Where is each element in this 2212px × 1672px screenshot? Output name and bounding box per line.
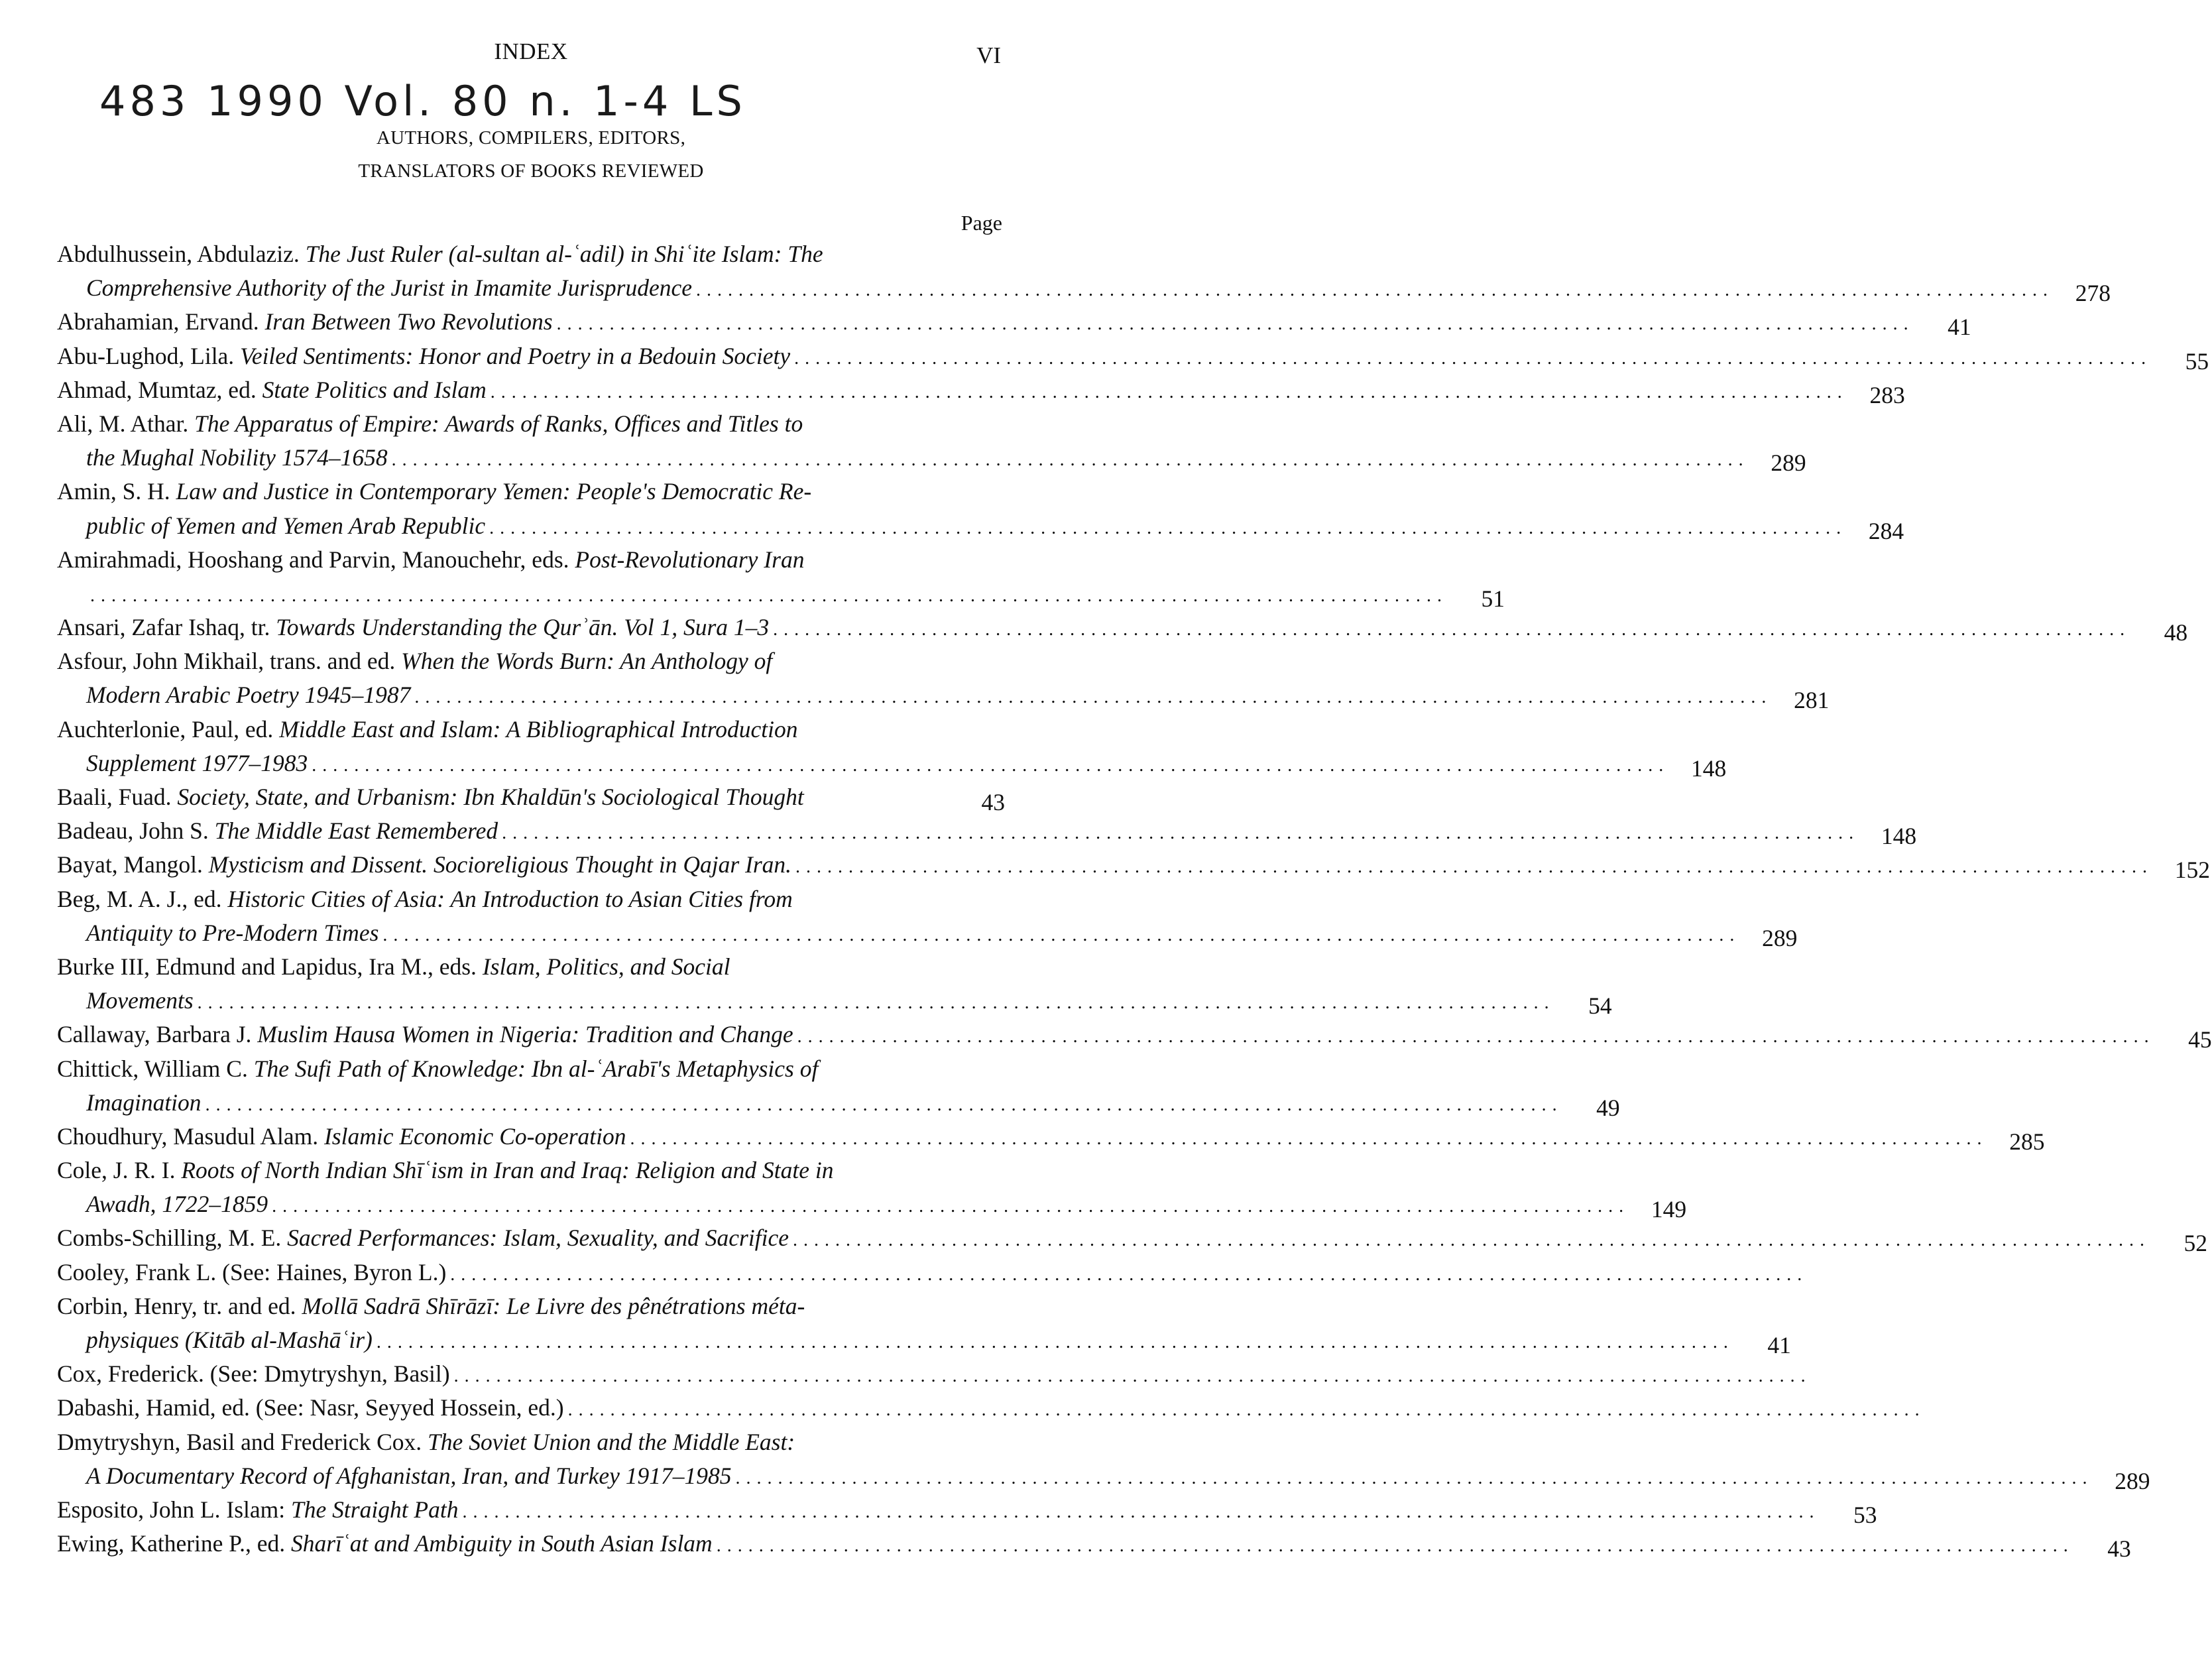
- entry-line: [57, 339, 2209, 375]
- author-name: Ewing, Katherine P., ed.: [57, 1530, 291, 1557]
- dot-leader: [557, 307, 1909, 341]
- entry-line: [57, 1018, 2212, 1053]
- dot-leader: [502, 816, 1854, 850]
- index-entry: [57, 1256, 1005, 1289]
- entry-text: [86, 271, 692, 305]
- entry-text: [57, 1425, 1005, 1459]
- entry-line: [57, 543, 1005, 577]
- entry-text: [57, 882, 1005, 916]
- entry-text: [86, 746, 308, 780]
- book-title: Veiled Sentiments: Honor and Poetry in a Bedouin Society: [240, 342, 791, 369]
- page-number: 289: [1771, 449, 1806, 477]
- book-title: Comprehensive Authority of the Jurist in Imamite Jurisprudence: [86, 274, 692, 302]
- dot-leader: [630, 1122, 1983, 1156]
- entry-line: [57, 373, 1905, 408]
- entry-text: [57, 950, 1005, 984]
- entry-text: [57, 780, 804, 814]
- book-title: Islam, Politics, and Social: [482, 953, 730, 980]
- entry-line: [57, 1221, 2207, 1257]
- index-entry: [57, 237, 2111, 307]
- author-name: Asfour, John Mikhail, trans. and ed.: [57, 648, 402, 675]
- entry-text: [86, 916, 378, 950]
- entry-text: [57, 1154, 1005, 1187]
- author-name: Ali, M. Athar.: [57, 410, 195, 437]
- dot-leader: [568, 1393, 1920, 1427]
- dot-leader: [454, 1359, 1806, 1393]
- entry-line: [57, 475, 1005, 508]
- entry-text: [57, 373, 487, 407]
- page-number: 278: [2075, 280, 2111, 307]
- page-number: 43: [981, 789, 1005, 815]
- entry-line: [57, 407, 1005, 441]
- entry-text: [57, 814, 498, 848]
- author-name: Callaway, Barbara J.: [57, 1021, 258, 1048]
- author-name: Ansari, Zafar Ishaq, tr.: [57, 614, 276, 641]
- book-title: Mollā Sadrā Shīrāzī: Le Livre des pênétrations méta-: [302, 1292, 805, 1319]
- handwritten-note-text: 483 1990 Vol. 80 n. 1-4 LS: [99, 77, 746, 125]
- author-name: Choudhury, Masudul Alam.: [57, 1122, 324, 1150]
- book-title: Middle East and Islam: A Bibliographical Introduction: [279, 715, 798, 743]
- author-name: Cole, J. R. I.: [57, 1157, 182, 1184]
- entry-text: [86, 509, 485, 543]
- entry-continuation-line: [57, 577, 1505, 612]
- entry-continuation-line: [57, 984, 1612, 1020]
- author-name: Beg, M. A. J., ed.: [57, 885, 228, 912]
- dot-leader: [272, 1189, 1624, 1223]
- entry-text: [57, 1120, 626, 1154]
- entry-line: [57, 1289, 1005, 1323]
- entry-text: [57, 1493, 458, 1527]
- entry-continuation-line: [57, 509, 1904, 544]
- book-title: The Soviet Union and the Middle East:: [428, 1428, 795, 1455]
- book-title: The Just Ruler (al-sultan al-ʿadil) in Shiʿite Islam: The: [305, 241, 823, 267]
- entry-text: [57, 1289, 1005, 1323]
- author-name: Chittick, William C.: [57, 1055, 254, 1082]
- author-name: Amin, S. H.: [57, 478, 176, 505]
- entry-line: [57, 644, 1005, 678]
- page-number: 149: [1651, 1196, 1687, 1223]
- author-name: Auchterlonie, Paul, ed.: [57, 715, 280, 743]
- book-title: The Middle East Remembered: [214, 817, 498, 845]
- index-entry: [57, 1391, 1005, 1425]
- entry-text: [57, 611, 769, 644]
- page-number: 49: [1596, 1094, 1620, 1121]
- entry-line: [57, 1256, 1005, 1289]
- author-name: Burke III, Edmund and Lapidus, Ira M., eds.: [57, 953, 483, 980]
- dot-leader: [773, 613, 2125, 646]
- entry-text: [57, 1221, 789, 1255]
- dot-leader: [797, 1020, 2150, 1053]
- entry-continuation-line: [57, 1086, 1620, 1121]
- index-entry: [57, 1425, 2150, 1494]
- page-number: 148: [1691, 754, 1727, 782]
- entry-line: [57, 611, 2188, 646]
- book-title: The Straight Path: [291, 1496, 459, 1523]
- entry-line: [57, 237, 1005, 271]
- index-entry: [57, 780, 1005, 814]
- index-entry: [57, 1154, 1687, 1223]
- entry-text: [57, 848, 791, 882]
- index-entry: [57, 475, 1904, 544]
- entry-text: [57, 1391, 564, 1425]
- author-name: Baali, Fuad.: [57, 784, 178, 810]
- entry-line: [57, 1425, 1005, 1459]
- page-number: 289: [2115, 1467, 2150, 1494]
- page-number: 55: [2185, 347, 2209, 375]
- entry-line: [57, 1391, 1005, 1425]
- book-title: A Documentary Record of Afghanistan, Iran, and Turkey 1917–1985: [86, 1462, 732, 1489]
- page-number: 54: [1588, 992, 1612, 1020]
- entry-text: [57, 713, 1005, 746]
- index-entry: [57, 1018, 2212, 1053]
- index-entry: [57, 644, 1830, 714]
- entry-continuation-line: [57, 1459, 2150, 1494]
- dot-leader: [414, 680, 1767, 714]
- book-title: Islamic Economic Co-operation: [323, 1122, 626, 1150]
- index-entry: [57, 543, 1505, 612]
- book-title: Modern Arabic Poetry 1945–1987: [86, 682, 411, 709]
- entry-text: [86, 441, 388, 475]
- dot-leader: [793, 1223, 2145, 1257]
- page-column-label: Page: [960, 211, 1002, 235]
- entry-continuation-line: [57, 1187, 1687, 1223]
- page-number: 285: [2009, 1128, 2045, 1155]
- dot-leader: [489, 511, 1841, 545]
- index-entry: [57, 1357, 1005, 1391]
- index-entry: [57, 1289, 1791, 1358]
- index-entry: [57, 1493, 1877, 1528]
- index-entry: [57, 1221, 2207, 1257]
- author-name: Esposito, John L. Islam:: [57, 1496, 292, 1523]
- page-number: 284: [1868, 517, 1904, 544]
- entry-continuation-line: [57, 1323, 1791, 1358]
- author-name: Abu-Lughod, Lila.: [57, 342, 241, 369]
- book-title: the Mughal Nobility 1574–1658: [86, 444, 388, 471]
- section-heading-line-2: TRANSLATORS OF BOOKS REVIEWED: [358, 160, 704, 182]
- entry-text: [86, 1323, 373, 1357]
- entry-text: [57, 407, 1005, 441]
- book-title: The Sufi Path of Knowledge: Ibn al-ʿArabī's Metaphysics of: [253, 1055, 819, 1082]
- page-number: 283: [1869, 381, 1905, 408]
- entry-text: [57, 1256, 446, 1289]
- index-entry: [57, 611, 2188, 646]
- book-title: Society, State, and Urbanism: Ibn Khaldūn's Sociological Thought: [177, 784, 804, 810]
- book-title: Sharīʿat and Ambiguity in South Asian Islam: [290, 1530, 713, 1557]
- dot-leader: [312, 748, 1664, 782]
- dot-leader: [450, 1258, 1802, 1291]
- entry-text: [57, 237, 1005, 271]
- book-title: Post-Revolutionary Iran: [575, 546, 805, 573]
- author-name: Ahmad, Mumtaz, ed.: [57, 376, 262, 403]
- book-title: Historic Cities of Asia: An Introduction to Asian Cities from: [227, 885, 793, 912]
- index-entry: [57, 814, 1917, 850]
- entry-continuation-line: [57, 441, 1806, 477]
- entry-line: [57, 1527, 2131, 1563]
- entry-text: [86, 1459, 732, 1493]
- entry-text: [57, 1357, 450, 1391]
- book-title: Movements: [86, 987, 194, 1014]
- index-entry: [57, 848, 2211, 884]
- author-name: Dmytryshyn, Basil and Frederick Cox.: [57, 1428, 428, 1455]
- entry-line: [57, 305, 1971, 341]
- page-number: 152: [2174, 857, 2211, 884]
- author-name: Dabashi, Hamid, ed. (See: Nasr, Seyyed Hossein, ed.): [57, 1394, 564, 1421]
- dot-leader: [392, 443, 1744, 477]
- entry-text: [57, 1052, 1005, 1086]
- dot-leader: [736, 1461, 2088, 1495]
- index-entry: [57, 1052, 1620, 1121]
- index-entry: [57, 1120, 2045, 1155]
- book-title: Towards Understanding the Qurʾān. Vol 1, Sura 1–3: [276, 614, 770, 641]
- entry-text: [57, 644, 1005, 678]
- index-entry: [57, 407, 1806, 477]
- book-title: Roots of North Indian Shīʿism in Iran and Iraq: Religion and State in: [181, 1157, 834, 1184]
- entry-line: [57, 1154, 1005, 1187]
- index-entry: [57, 339, 2209, 375]
- page-number: 53: [1853, 1501, 1877, 1528]
- page-number: 41: [1948, 314, 1971, 341]
- book-title: Antiquity to Pre-Modern Times: [86, 919, 379, 946]
- book-title: Imagination: [86, 1089, 202, 1116]
- entry-text: [57, 543, 1005, 577]
- dot-leader: [795, 850, 2148, 884]
- dot-leader: [382, 918, 1735, 952]
- page-number: 52: [2183, 1230, 2207, 1257]
- entry-line: [57, 882, 1005, 916]
- entry-line: [57, 1052, 1005, 1086]
- entry-text: [86, 1086, 202, 1120]
- entry-continuation-line: [57, 746, 1727, 782]
- entry-line: [57, 950, 1005, 984]
- entry-line: [57, 814, 1917, 850]
- index-entry: [57, 1527, 2131, 1563]
- entry-text: [57, 305, 553, 339]
- index-entry: [57, 373, 1905, 408]
- dot-leader: [794, 341, 2146, 375]
- index-entry: [57, 950, 1612, 1020]
- folio-number: VI: [976, 42, 1001, 68]
- book-title: Sacred Performances: Islam, Sexuality, and Sacrifice: [287, 1224, 789, 1252]
- dot-leader: [198, 986, 1550, 1020]
- entry-text: [57, 1527, 713, 1561]
- dot-leader: [90, 579, 1442, 613]
- entry-line: [57, 848, 2211, 884]
- author-name: Abrahamian, Ervand.: [57, 308, 265, 335]
- book-title: Supplement 1977–1983: [86, 749, 308, 776]
- dot-leader: [717, 1529, 2069, 1563]
- author-name: Abdulhussein, Abdulaziz.: [57, 241, 306, 267]
- dot-leader: [696, 273, 2048, 307]
- book-title: Muslim Hausa Women in Nigeria: Tradition and Change: [257, 1021, 793, 1048]
- book-title: public of Yemen and Yemen Arab Republic: [86, 512, 486, 539]
- entry-line: [57, 1493, 1877, 1528]
- dot-leader: [205, 1088, 1558, 1122]
- entry-line: [57, 1120, 2045, 1155]
- entry-continuation-line: [57, 271, 2111, 307]
- author-name: Corbin, Henry, tr. and ed.: [57, 1292, 302, 1319]
- entry-text: [57, 1018, 793, 1051]
- entry-line: [57, 1357, 1005, 1391]
- book-title: Awadh, 1722–1859: [86, 1191, 268, 1218]
- dot-leader: [377, 1325, 1729, 1359]
- author-name: Bayat, Mangol.: [57, 851, 209, 878]
- entry-text: [86, 678, 410, 712]
- book-title: The Apparatus of Empire: Awards of Ranks, Offices and Titles to: [194, 410, 803, 437]
- author-name: Cox, Frederick. (See: Dmytryshyn, Basil): [57, 1360, 450, 1388]
- index-entry: [57, 305, 1971, 341]
- page-number: 148: [1881, 823, 1917, 850]
- page-number: 289: [1762, 924, 1798, 951]
- page-number: 281: [1794, 687, 1830, 714]
- dot-leader: [491, 375, 1843, 409]
- handwritten-annotation: [99, 74, 921, 134]
- entry-continuation-line: [57, 678, 1830, 714]
- index-entry: [57, 713, 1727, 782]
- book-title: When the Words Burn: An Anthology of: [401, 648, 773, 675]
- index-entries: [57, 237, 2212, 1563]
- book-title: Mysticism and Dissent. Socioreligious Thought in Qajar Iran.: [208, 851, 792, 878]
- entry-continuation-line: [57, 916, 1798, 951]
- book-title: State Politics and Islam: [262, 376, 487, 403]
- dot-leader: [462, 1495, 1814, 1529]
- author-name: Badeau, John S.: [57, 817, 215, 845]
- author-name: Amirahmadi, Hooshang and Parvin, Manouchehr, eds.: [57, 546, 575, 573]
- entry-text: [57, 475, 1005, 508]
- entry-text: [86, 984, 194, 1018]
- author-name: Combs-Schilling, M. E.: [57, 1224, 288, 1252]
- section-heading-line-1: AUTHORS, COMPILERS, EDITORS,: [376, 127, 686, 149]
- book-title: Law and Justice in Contemporary Yemen: People's Democratic Re-: [176, 478, 812, 505]
- entry-text: [57, 339, 790, 373]
- index-entry: [57, 882, 1798, 951]
- entry-text: [86, 1187, 268, 1221]
- book-title: physiques (Kitāb al-Mashāʿir): [86, 1327, 373, 1353]
- page-number: 43: [2107, 1535, 2131, 1563]
- page-title: INDEX: [494, 38, 568, 64]
- book-title: Iran Between Two Revolutions: [264, 308, 553, 335]
- page-number: 48: [2164, 619, 2188, 646]
- page-number: 51: [1481, 585, 1505, 612]
- entry-line: [57, 713, 1005, 746]
- entry-line: [57, 780, 1005, 814]
- page-number: 41: [1767, 1332, 1791, 1358]
- author-name: Cooley, Frank L. (See: Haines, Byron L.): [57, 1258, 447, 1285]
- page-number: 45: [2188, 1026, 2212, 1053]
